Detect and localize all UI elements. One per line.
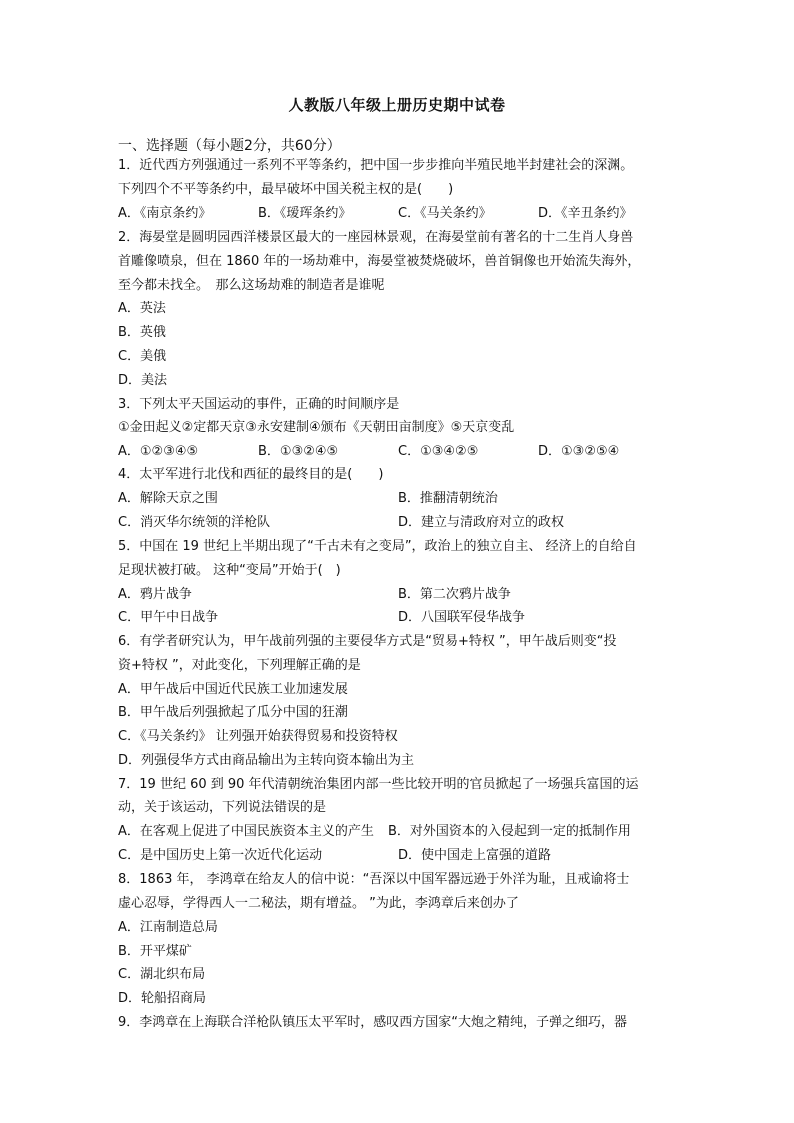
q8-line-1: 8．1863 年， 李鸿章在给友人的信中说：“吾深以中国军器远逊于外洋为耻，且戒谕将士: [118, 872, 630, 887]
q7-option-d[interactable]: D．使中国走上富强的道路: [398, 848, 552, 863]
q5-line-2: 足现状被打破。 这种“变局”开始于( ): [118, 563, 341, 578]
q6-line-1: 6．有学者研究认为，甲午战前列强的主要侵华方式是“贸易+特权 ”，甲午战后则变“投: [118, 634, 617, 649]
q1-option-a[interactable]: A．《南京条约》: [118, 206, 212, 221]
q2-line-1: 2．海晏堂是圆明园西洋楼景区最大的一座园林景观，在海晏堂前有著名的十二生肖人身兽: [118, 230, 634, 245]
q2-line-3: 至今都未找全。 那么这场劫难的制造者是谁呢: [118, 278, 385, 293]
q5-option-d[interactable]: D．八国联军侵华战争: [398, 610, 526, 625]
q2-option-a[interactable]: A．英法: [118, 301, 166, 316]
q7-line-2: 动，关于该运动，下列说法错误的是: [118, 800, 327, 815]
q4-option-b[interactable]: B．推翻清朝统治: [398, 491, 498, 506]
q5-option-a[interactable]: A．鸦片战争: [118, 587, 192, 602]
q5-option-b[interactable]: B．第二次鸦片战争: [398, 587, 511, 602]
q8-option-a[interactable]: A．江南制造总局: [118, 920, 218, 935]
q8-option-b[interactable]: B．开平煤矿: [118, 944, 192, 959]
q2-option-d[interactable]: D．美法: [118, 373, 168, 388]
q3-line-1: 3．下列太平天国运动的事件，正确的时间顺序是: [118, 397, 400, 412]
q1-option-b[interactable]: B．《瑷珲条约》: [258, 206, 352, 221]
q1-option-d[interactable]: D．《辛丑条约》: [538, 206, 633, 221]
q8-option-c[interactable]: C．湖北织布局: [118, 967, 206, 982]
q1-line-2: 下列四个不平等条约中，最早破坏中国关税主权的是( ): [118, 182, 454, 197]
exam-title: 人教版八年级上册历史期中试卷: [288, 96, 506, 114]
q6-line-2: 资+特权 ”，对此变化，下列理解正确的是: [118, 658, 361, 673]
q4-option-d[interactable]: D．建立与清政府对立的政权: [398, 515, 565, 530]
q5-option-c[interactable]: C．甲午中日战争: [118, 610, 219, 625]
q2-option-b[interactable]: B．英俄: [118, 325, 166, 340]
q6-option-a[interactable]: A．甲午战后中国近代民族工业加速发展: [118, 682, 348, 697]
q6-option-b[interactable]: B．甲午战后列强掀起了瓜分中国的狂潮: [118, 705, 348, 720]
q2-option-c[interactable]: C．美俄: [118, 349, 167, 364]
q1-option-c[interactable]: C．《马关条约》: [398, 206, 492, 221]
q7-option-b[interactable]: B．对外国资本的入侵起到一定的抵制作用: [388, 824, 631, 839]
q8-option-d[interactable]: D．轮船招商局: [118, 991, 207, 1006]
q4-line-1: 4．太平军进行北伐和西征的最终目的是( ): [118, 467, 384, 482]
q4-option-a[interactable]: A．解除天京之围: [118, 491, 218, 506]
q5-line-1: 5．中国在 19 世纪上半期出现了“千古未有之变局”，政治上的独立自主、 经济上的自给自: [118, 539, 637, 554]
q3-option-d[interactable]: D．①③②⑤④: [538, 444, 620, 459]
q6-option-d[interactable]: D．列强侵华方式由商品输出为主转向资本输出为主: [118, 753, 415, 768]
q7-option-c[interactable]: C．是中国历史上第一次近代化运动: [118, 848, 323, 863]
q9-line-1: 9．李鸿章在上海联合洋枪队镇压太平军时，感叹西方国家“大炮之精纯，子弹之细巧，器: [118, 1015, 628, 1030]
q4-option-c[interactable]: C．消灭华尔统领的洋枪队: [118, 515, 271, 530]
q3-option-c[interactable]: C．①③④②⑤: [398, 444, 479, 459]
q7-line-1: 7．19 世纪 60 到 90 年代清朝统治集团内部一些比较开明的官员掀起了一场强兵富国的运: [118, 777, 639, 792]
q8-line-2: 虚心忍辱，学得西人一二秘法，期有增益。 ”为此，李鸿章后来创办了: [118, 896, 519, 911]
q2-line-2: 首雕像喷泉，但在 1860 年的一场劫难中，海晏堂被焚烧破坏，兽首铜像也开始流失海外，: [118, 254, 641, 269]
q6-option-c[interactable]: C．《马关条约》 让列强开始获得贸易和投资特权: [118, 729, 398, 744]
q3-option-b[interactable]: B．①③②④⑤: [258, 444, 339, 459]
q3-option-a[interactable]: A．①②③④⑤: [118, 444, 199, 459]
q3-line-2: ①金田起义②定都天京③永安建制④颁布《天朝田亩制度》⑤天京变乱: [118, 420, 515, 435]
q7-option-a[interactable]: A．在客观上促进了中国民族资本主义的产生: [118, 824, 374, 839]
section-heading: 一、选择题（每小题2分，共60分）: [118, 138, 341, 154]
q1-line-1: 1．近代西方列强通过一系列不平等条约，把中国一步步推向半殖民地半封建社会的深渊。: [118, 158, 634, 173]
